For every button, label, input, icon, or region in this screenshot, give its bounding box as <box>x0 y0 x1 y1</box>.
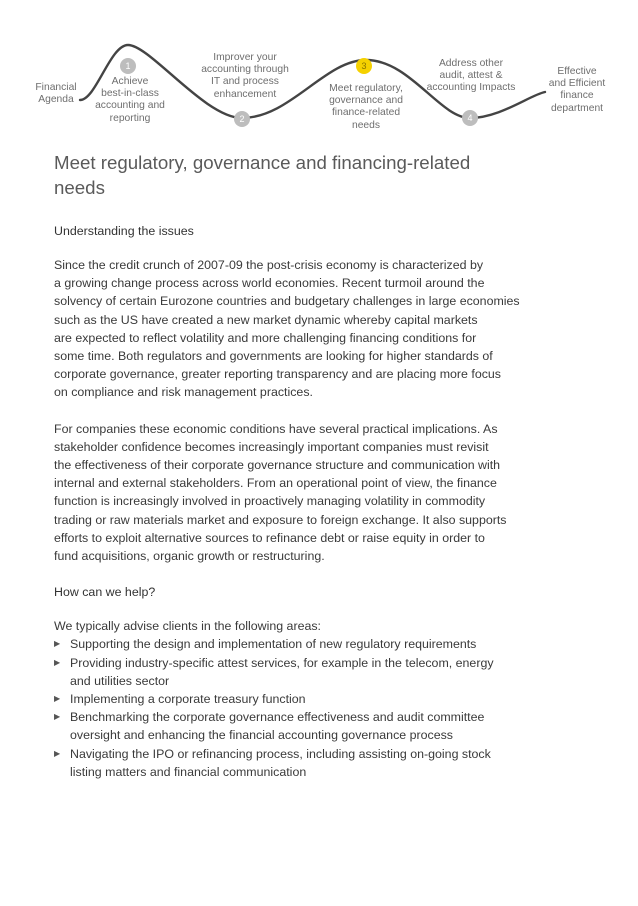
text-line: trading or raw materials market and exposure to foreign exchange. It also supports <box>54 512 507 527</box>
list-item <box>54 708 594 744</box>
text-line: Benchmarking the corporate governance effectiveness and audit committee <box>70 710 485 725</box>
roadmap-step-4-marker: 4 <box>462 110 478 126</box>
page-title <box>54 150 594 200</box>
roadmap-end-line: Effective <box>557 66 597 77</box>
roadmap-end-line: department <box>550 102 604 114</box>
roadmap-end-label <box>538 66 616 115</box>
bullet-arrow-icon: ▶ <box>54 712 61 722</box>
page-content <box>54 150 594 781</box>
roadmap-step-1-marker: 1 <box>120 58 136 74</box>
page-title-line: needs <box>54 177 105 198</box>
understanding-paragraph-1 <box>54 256 594 402</box>
text-line: some time. Both regulators and governments are looking for higher standards of <box>54 349 493 364</box>
list-item <box>54 745 594 781</box>
page-title-line: Meet regulatory, governance and financing-related <box>54 152 471 173</box>
text-line: are expected to reflect volatility and more challenging financing conditions for <box>54 330 477 345</box>
bullet-arrow-icon: ▶ <box>54 657 61 667</box>
roadmap-step-line: IT and process <box>211 76 279 88</box>
text-line: For companies these economic conditions have several practical implications. As <box>54 421 498 436</box>
roadmap-step-line: accounting through <box>201 64 289 76</box>
text-line: and utilities sector <box>70 673 170 688</box>
roadmap-step-4-label <box>418 58 524 95</box>
bullet-arrow-icon: ▶ <box>54 748 61 758</box>
text-line: listing matters and financial communication <box>70 764 307 779</box>
roadmap-step-line: Improver your <box>213 52 277 63</box>
roadmap-start-line: Financial <box>35 82 77 93</box>
text-line: the effectiveness of their corporate governance structure and communication with <box>54 458 501 473</box>
roadmap-step-line: audit, attest & <box>439 70 503 82</box>
roadmap-start-label <box>26 82 86 106</box>
roadmap-step-2-marker: 2 <box>234 111 250 127</box>
roadmap-step-line: reporting <box>109 112 151 124</box>
list-item <box>54 654 594 690</box>
roadmap-step-line: accounting Impacts <box>426 82 516 94</box>
roadmap-step-line: governance and <box>329 95 403 107</box>
text-line: Providing industry-specific attest services, for example in the telecom, energy <box>70 655 494 670</box>
help-intro: We typically advise clients in the following areas: <box>54 619 321 634</box>
help-heading: How can we help? <box>54 585 156 600</box>
roadmap-end-line: finance <box>560 90 594 102</box>
text-line: fund acquisitions, organic growth or restructuring. <box>54 549 325 564</box>
roadmap-end-line: and Efficient <box>548 78 606 90</box>
text-line: Implementing a corporate treasury function <box>70 692 306 707</box>
text-line: Since the credit crunch of 2007-09 the post-crisis economy is characterized by <box>54 258 484 272</box>
list-item <box>54 635 594 653</box>
roadmap-step-3-marker: 3 <box>356 58 372 74</box>
text-line: internal and external stakeholders. From an operational point of view, the finance <box>54 476 497 491</box>
roadmap-start-line: Agenda <box>38 94 74 106</box>
roadmap-step-line: needs <box>351 119 381 131</box>
roadmap <box>0 0 638 140</box>
list-item <box>54 690 594 708</box>
understanding-heading: Understanding the issues <box>54 224 194 238</box>
text-line: oversight and enhancing the financial accounting governance process <box>70 728 453 743</box>
text-line: Supporting the design and implementation of new regulatory requirements <box>70 637 477 652</box>
text-line: function is increasingly involved in proactively managing volatility in commodity <box>54 494 486 509</box>
roadmap-step-line: Meet regulatory, <box>329 83 403 94</box>
help-bullet-list <box>54 635 594 781</box>
understanding-paragraph-2 <box>54 420 594 566</box>
roadmap-step-line: Achieve <box>111 76 149 87</box>
roadmap-step-1-label <box>88 76 172 125</box>
roadmap-step-line: enhancement <box>213 88 277 100</box>
roadmap-step-line: Address other <box>438 58 504 69</box>
bullet-arrow-icon: ▶ <box>54 639 61 649</box>
bullet-arrow-icon: ▶ <box>54 694 61 704</box>
text-line: corporate governance, greater reporting transparency and are placing more focus <box>54 367 502 382</box>
roadmap-step-line: best-in-class <box>101 88 159 100</box>
text-line: stakeholder confidence becomes increasingly important companies must revisit <box>54 439 489 454</box>
text-line: solvency of certain Eurozone countries and budgetary challenges in large economies <box>54 294 520 309</box>
roadmap-step-line: accounting and <box>95 100 165 112</box>
text-line: on compliance and risk management practices. <box>54 385 313 400</box>
text-line: efforts to exploit alternative sources to refinance debt or raise equity in order to <box>54 530 485 545</box>
text-line: a growing change process across world economies. Recent turmoil around the <box>54 276 485 291</box>
roadmap-step-3-label <box>316 83 416 132</box>
text-line: such as the US have created a new market dynamic whereby capital markets <box>54 312 478 327</box>
roadmap-step-line: finance-related <box>331 107 401 119</box>
roadmap-step-2-label <box>190 52 300 101</box>
text-line: Navigating the IPO or refinancing process, including assisting on-going stock <box>70 746 491 761</box>
